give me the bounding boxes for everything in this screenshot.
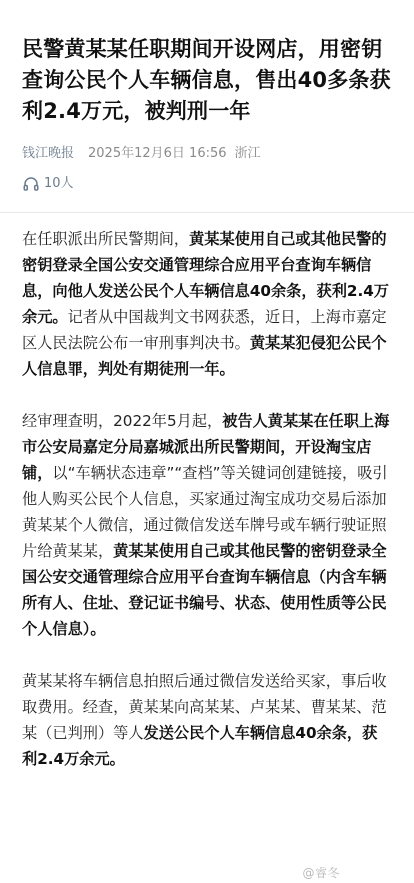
bold-text-run: 黄某某使用自己或其他民警的密钥登录全国公安交通管理综合应用平台查询车辆信息，向他人发送公民个人车辆信息40余条，获利2.4万余元。 (22, 230, 389, 326)
listeners-count: 10人 (44, 176, 74, 191)
article-paragraph (22, 668, 392, 772)
bold-text-run: 黄某某使用自己或其他民警的密钥登录全国公安交通管理综合应用平台查询车辆信息（内含车辆所有人、住址、登记证书编号、状态、使用性质等公民个人信息）。 (22, 542, 387, 638)
bold-text-run: 发送公民个人车辆信息40余条，获利2.4万余元。 (22, 724, 378, 768)
bold-text-run: 被告人黄某某在任职上海市公安局嘉定分局嘉城派出所民警期间，开设淘宝店铺， (22, 412, 390, 482)
article-source[interactable]: 钱江晚报 (22, 146, 75, 161)
article-body (22, 226, 392, 798)
article-headline: 民警黄某某任职期间开设网店，用密钥查询公民个人车辆信息，售出40多条获利2.4万元，被判刑一年 (22, 37, 391, 123)
watermark: @睿冬 (302, 866, 340, 880)
text-run: 记者从中国裁判文书网获悉，近日，上海市嘉定区人民法院公布一审刑事判决书。 (22, 308, 387, 352)
listen-button[interactable] (22, 175, 392, 193)
text-run: 黄某某将车辆信息拍照后通过微信发送给买家，事后收取费用。经查，黄某某向高某某、卢某某、曹某某、范某（已判刑）等人 (22, 672, 387, 742)
text-run: 以“车辆状态违章”“查档”等关键词创建链接，吸引他人购买公民个人信息，买家通过淘宝成功交易后添加黄某某个人微信，通过微信发送车牌号或车辆行驶证照片给黄某某， (22, 464, 388, 560)
article-location: 浙江 (234, 146, 261, 161)
header-divider (0, 212, 414, 213)
article-paragraph (22, 226, 392, 382)
text-run: 在任职派出所民警期间， (22, 230, 190, 248)
headphones-icon (22, 175, 40, 193)
article-date: 2025年12月6日 16:56 (88, 146, 227, 161)
bold-text-run: 黄某某犯侵犯公民个人信息罪，判处有期徒刑一年。 (22, 334, 387, 378)
article-paragraph (22, 408, 392, 642)
text-run: 经审理查明，2022年5月起， (22, 412, 223, 430)
article-meta (22, 145, 392, 163)
